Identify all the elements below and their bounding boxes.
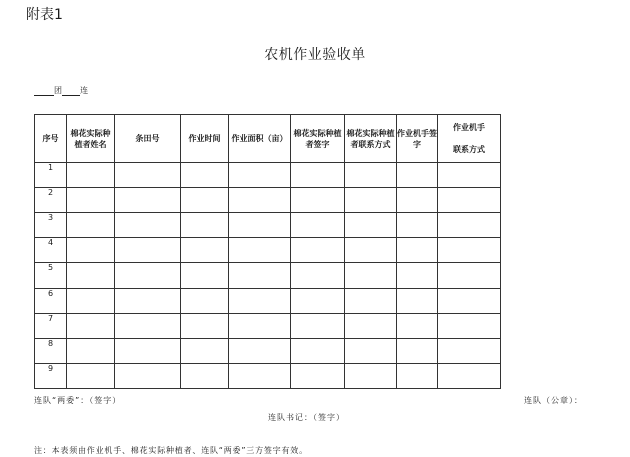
header-grower-contact xyxy=(345,115,397,163)
team-company-line xyxy=(34,85,88,96)
blank-cell[interactable] xyxy=(229,313,291,338)
header-text: 棉花实际种植者姓名 xyxy=(70,128,111,149)
blank-cell[interactable] xyxy=(181,263,229,288)
blank-cell[interactable] xyxy=(67,263,115,288)
row-number: 1 xyxy=(35,163,67,188)
blank-cell[interactable] xyxy=(438,263,501,288)
blank-cell[interactable] xyxy=(291,213,345,238)
blank-cell[interactable] xyxy=(67,338,115,363)
header-operator-signature xyxy=(397,115,438,163)
blank-cell[interactable] xyxy=(181,213,229,238)
table-row xyxy=(35,163,501,188)
blank-cell[interactable] xyxy=(438,288,501,313)
footnote: 注：本表须由作业机手、棉花实际种植者、连队“两委”三方签字有效。 xyxy=(34,446,308,455)
blank-cell[interactable] xyxy=(115,163,181,188)
blank-cell[interactable] xyxy=(115,238,181,263)
blank-cell[interactable] xyxy=(438,363,501,388)
team-blank xyxy=(34,95,54,96)
company-seal-label: 连队（公章）： xyxy=(524,396,583,405)
blank-cell[interactable] xyxy=(67,313,115,338)
blank-cell[interactable] xyxy=(291,188,345,213)
blank-cell[interactable] xyxy=(67,238,115,263)
row-number: 6 xyxy=(35,288,67,313)
blank-cell[interactable] xyxy=(229,288,291,313)
header-grower-signature xyxy=(291,115,345,163)
row-number: 9 xyxy=(35,363,67,388)
blank-cell[interactable] xyxy=(229,213,291,238)
blank-cell[interactable] xyxy=(345,263,397,288)
row-number: 7 xyxy=(35,313,67,338)
blank-cell[interactable] xyxy=(115,263,181,288)
blank-cell[interactable] xyxy=(291,163,345,188)
table-row xyxy=(35,338,501,363)
table-row xyxy=(35,188,501,213)
blank-cell[interactable] xyxy=(291,238,345,263)
blank-cell[interactable] xyxy=(291,288,345,313)
blank-cell[interactable] xyxy=(229,338,291,363)
blank-cell[interactable] xyxy=(181,338,229,363)
header-text: 作业机手 联系方式 xyxy=(453,123,485,154)
blank-cell[interactable] xyxy=(67,163,115,188)
header-text: 序号 xyxy=(42,134,59,143)
blank-cell[interactable] xyxy=(229,163,291,188)
blank-cell[interactable] xyxy=(291,263,345,288)
team-label: 团 xyxy=(54,86,62,95)
table-row xyxy=(35,363,501,388)
header-text: 作业面积（亩） xyxy=(231,134,288,143)
blank-cell[interactable] xyxy=(397,288,438,313)
blank-cell[interactable] xyxy=(397,188,438,213)
blank-cell[interactable] xyxy=(345,213,397,238)
header-text: 条田号 xyxy=(135,134,160,143)
row-number: 2 xyxy=(35,188,67,213)
row-number: 5 xyxy=(35,263,67,288)
blank-cell[interactable] xyxy=(397,163,438,188)
blank-cell[interactable] xyxy=(115,213,181,238)
header-work-area xyxy=(229,115,291,163)
table-header-row xyxy=(35,115,501,163)
blank-cell[interactable] xyxy=(181,313,229,338)
blank-cell[interactable] xyxy=(345,363,397,388)
company-blank xyxy=(62,95,80,96)
committee-signature-label: 连队“两委”：（签字） xyxy=(34,396,122,405)
blank-cell[interactable] xyxy=(345,338,397,363)
blank-cell[interactable] xyxy=(181,363,229,388)
blank-cell[interactable] xyxy=(397,313,438,338)
row-number: 4 xyxy=(35,238,67,263)
header-field-number xyxy=(115,115,181,163)
blank-cell[interactable] xyxy=(291,363,345,388)
table-row xyxy=(35,263,501,288)
blank-cell[interactable] xyxy=(438,338,501,363)
blank-cell[interactable] xyxy=(397,263,438,288)
blank-cell[interactable] xyxy=(397,238,438,263)
blank-cell[interactable] xyxy=(397,363,438,388)
acceptance-table xyxy=(34,114,501,389)
blank-cell[interactable] xyxy=(397,213,438,238)
blank-cell[interactable] xyxy=(229,188,291,213)
blank-cell[interactable] xyxy=(345,288,397,313)
header-work-time xyxy=(181,115,229,163)
blank-cell[interactable] xyxy=(229,363,291,388)
blank-cell[interactable] xyxy=(438,188,501,213)
blank-cell[interactable] xyxy=(115,363,181,388)
row-number: 3 xyxy=(35,213,67,238)
header-text: 作业机手签字 xyxy=(397,128,437,149)
blank-cell[interactable] xyxy=(438,313,501,338)
blank-cell[interactable] xyxy=(67,213,115,238)
blank-cell[interactable] xyxy=(345,188,397,213)
company-label: 连 xyxy=(80,86,88,95)
blank-cell[interactable] xyxy=(397,338,438,363)
blank-cell[interactable] xyxy=(181,188,229,213)
blank-cell[interactable] xyxy=(438,238,501,263)
blank-cell[interactable] xyxy=(115,188,181,213)
blank-cell[interactable] xyxy=(67,188,115,213)
table-row xyxy=(35,238,501,263)
header-grower-name xyxy=(67,115,115,163)
blank-cell[interactable] xyxy=(181,163,229,188)
header-operator-contact xyxy=(438,115,501,163)
blank-cell[interactable] xyxy=(115,288,181,313)
blank-cell[interactable] xyxy=(345,163,397,188)
table-row xyxy=(35,313,501,338)
blank-cell[interactable] xyxy=(291,313,345,338)
table-row xyxy=(35,213,501,238)
blank-cell[interactable] xyxy=(438,163,501,188)
blank-cell[interactable] xyxy=(181,238,229,263)
form-title: 农机作业验收单 xyxy=(264,47,366,63)
blank-cell[interactable] xyxy=(115,313,181,338)
blank-cell[interactable] xyxy=(291,338,345,363)
blank-cell[interactable] xyxy=(438,213,501,238)
header-text: 棉花实际种植者签字 xyxy=(293,128,342,149)
header-serial-number xyxy=(35,115,67,163)
blank-cell[interactable] xyxy=(229,238,291,263)
header-text: 棉花实际种植者联系方式 xyxy=(346,128,395,149)
blank-cell[interactable] xyxy=(229,263,291,288)
appendix-label: 附表1 xyxy=(26,7,63,23)
blank-cell[interactable] xyxy=(67,288,115,313)
row-number: 8 xyxy=(35,338,67,363)
secretary-signature-label: 连队书记：（签字） xyxy=(268,413,345,422)
table-row xyxy=(35,288,501,313)
header-text: 作业时间 xyxy=(188,134,221,143)
blank-cell[interactable] xyxy=(67,363,115,388)
blank-cell[interactable] xyxy=(181,288,229,313)
blank-cell[interactable] xyxy=(345,313,397,338)
blank-cell[interactable] xyxy=(345,238,397,263)
blank-cell[interactable] xyxy=(115,338,181,363)
